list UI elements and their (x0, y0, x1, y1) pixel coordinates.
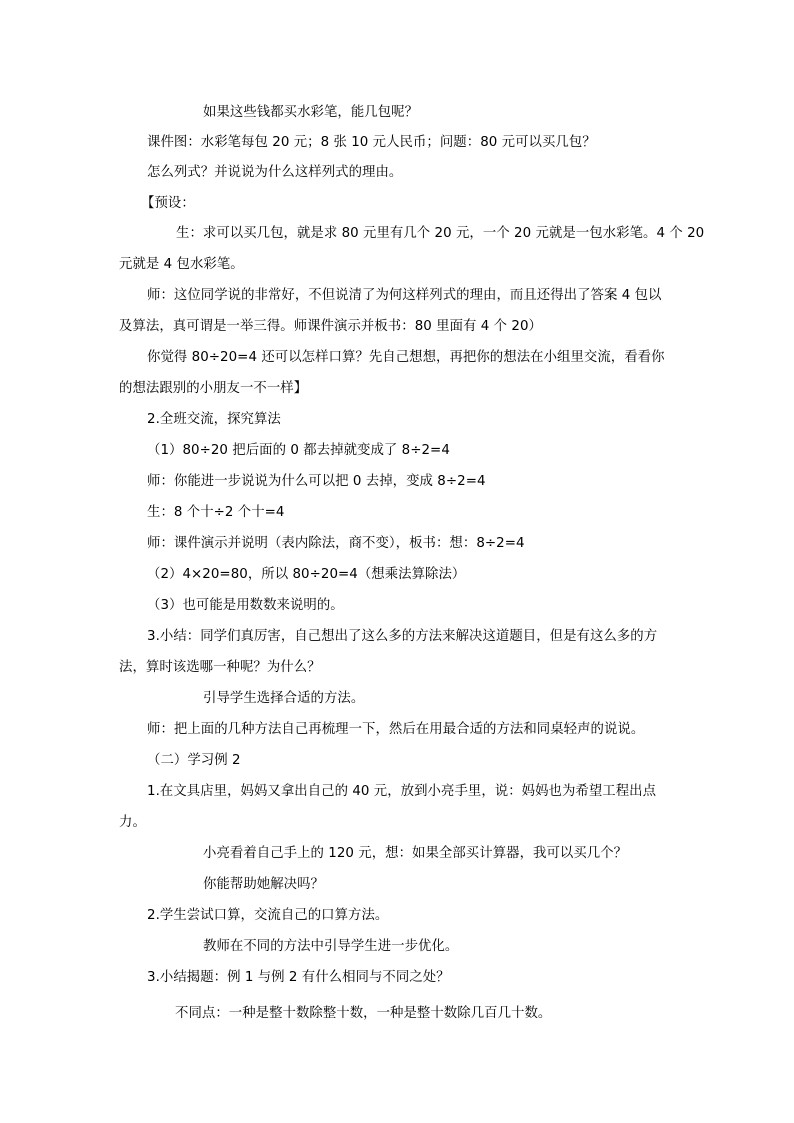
text-line: 师：你能进一步说说为什么可以把 0 去掉，变成 8÷2=4 (147, 474, 486, 489)
text-line: 及算法，真可谓是一举三得。师课件演示并板书：80 里面有 4 个 20） (119, 319, 542, 334)
text-line: 元就是 4 包水彩笔。 (119, 257, 244, 272)
text-line: 教师在不同的方法中引导学生进一步优化。 (203, 939, 459, 954)
text-line: 你能帮助她解决吗？ (203, 877, 324, 892)
text-line: 课件图：水彩笔每包 20 元；8 张 10 元人民币；问题：80 元可以买几包？ (147, 135, 596, 150)
text-line: 不同点：一种是整十数除整十数，一种是整十数除几百几十数。 (175, 1006, 552, 1021)
text-line: 3.小结揭题：例 1 与例 2 有什么相同与不同之处？ (147, 970, 450, 985)
text-line: 师：这位同学说的非常好，不但说清了为何这样列式的理由，而且还得出了答案 4 包以 (147, 288, 662, 303)
text-line: 【预设： (141, 196, 195, 211)
text-line: 怎么列式？并说说为什么这样列式的理由。 (147, 165, 403, 180)
text-line: （3）也可能是用数数来说明的。 (147, 598, 344, 613)
text-line: 2.全班交流，探究算法 (147, 412, 281, 427)
text-line: 小亮看着自己手上的 120 元，想：如果全部买计算器，我可以买几个？ (203, 846, 628, 861)
text-line: （1）80÷20 把后面的 0 都去掉就变成了 8÷2=4 (147, 443, 450, 458)
text-line: 1.在文具店里，妈妈又拿出自己的 40 元，放到小亮手里，说：妈妈也为希望工程出点 (147, 784, 657, 799)
text-line: 2.学生尝试口算，交流自己的口算方法。 (147, 908, 389, 923)
text-line: 3.小结：同学们真厉害，自己想出了这么多的方法来解决这道题目，但是有这么多的方 (147, 629, 658, 644)
text-line: 你觉得 80÷20=4 还可以怎样口算？先自己想想，再把你的想法在小组里交流，看看你 (147, 350, 665, 365)
text-line: 的想法跟别的小朋友一不一样】 (119, 381, 308, 396)
text-line: 如果这些钱都买水彩笔，能几包呢？ (203, 105, 419, 120)
text-line: 力。 (119, 815, 146, 830)
text-line: 生：8 个十÷2 个十=4 (147, 505, 285, 520)
text-line: 师：把上面的几种方法自己再梳理一下，然后在用最合适的方法和同桌轻声的说说。 (147, 722, 645, 737)
text-line: 生：求可以买几包，就是求 80 元里有几个 20 元，一个 20 元就是一包水彩笔。4 个 20 (176, 226, 705, 241)
text-line: 法，算时该选哪一种呢？为什么？ (119, 660, 321, 675)
text-line: （2）4×20=80，所以 80÷20=4（想乘法算除法） (147, 567, 466, 582)
text-line: 引导学生选择合适的方法。 (203, 691, 365, 706)
text-line: 师：课件演示并说明（表内除法，商不变），板书：想：8÷2=4 (147, 536, 525, 551)
text-line: （二）学习例 2 (147, 753, 241, 768)
